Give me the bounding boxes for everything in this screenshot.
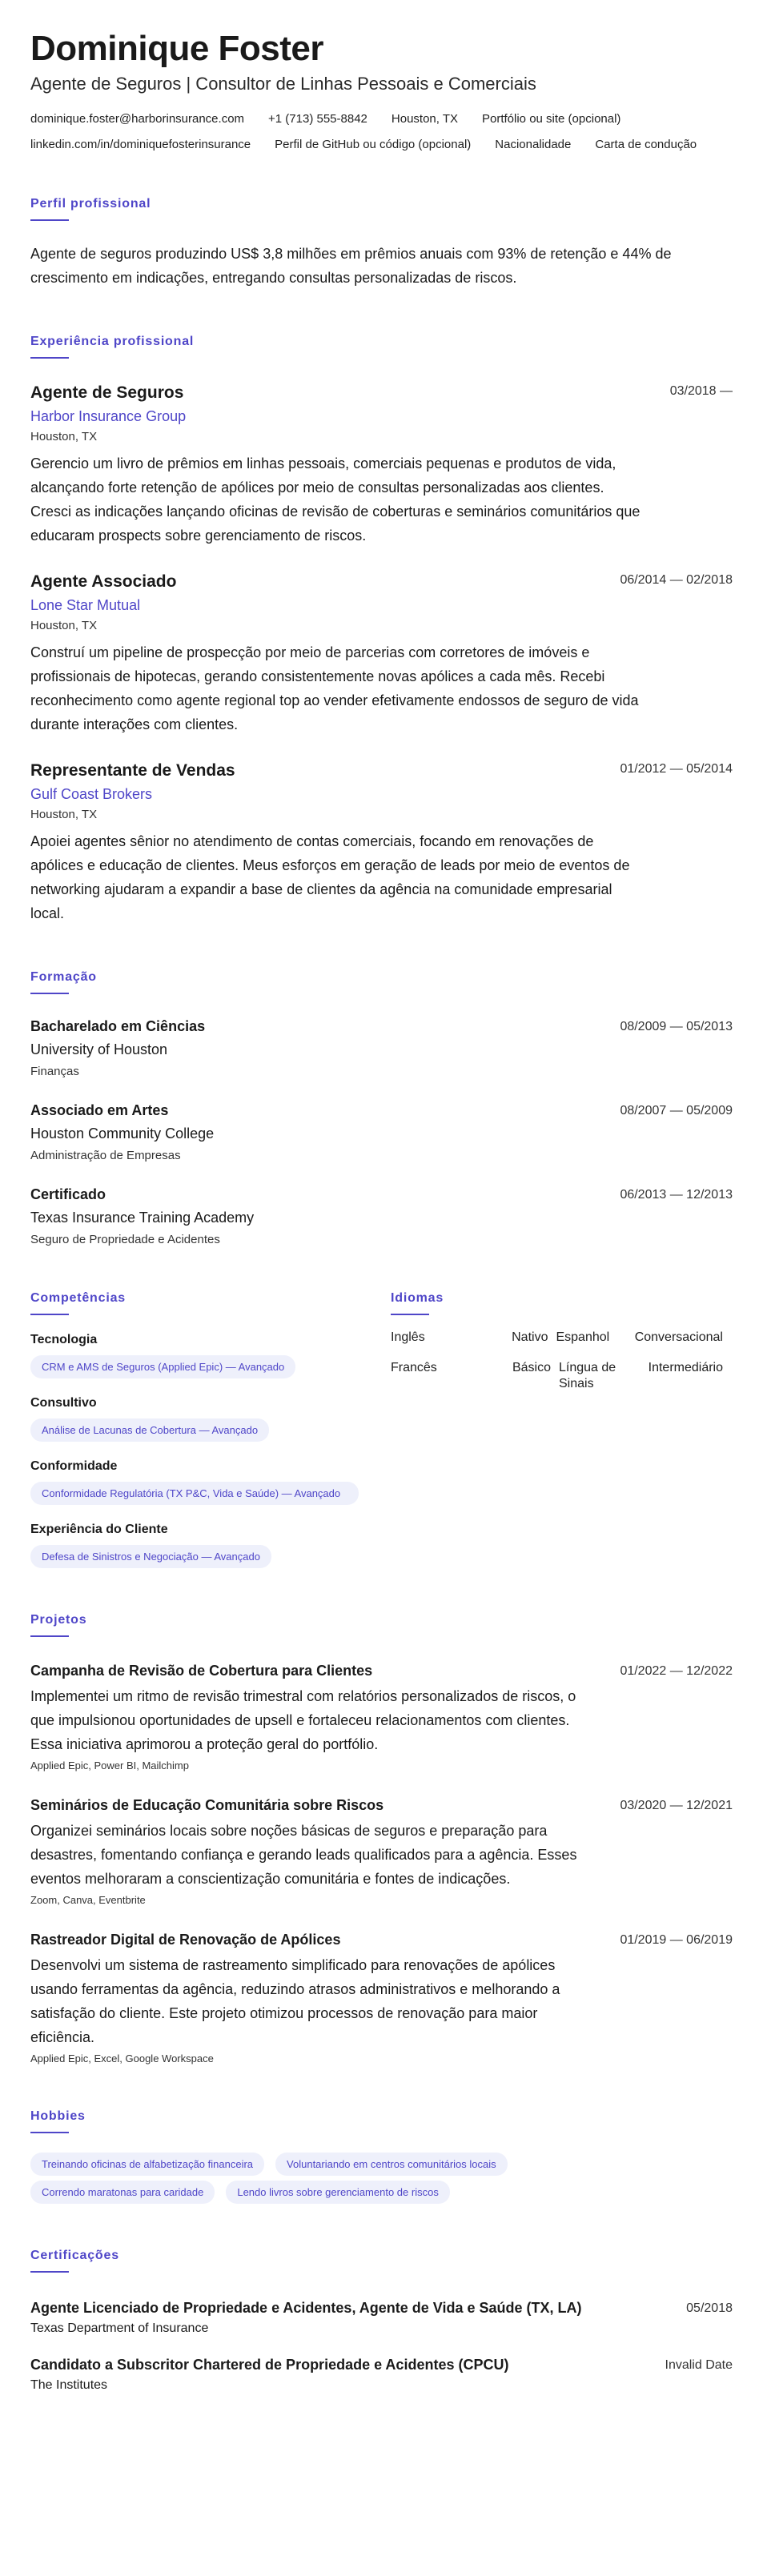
education-institution: University of Houston <box>30 1041 168 1057</box>
certification-name: Candidato a Subscritor Chartered de Propriedade e Acidentes (CPCU) <box>30 2357 509 2373</box>
section-divider <box>30 1314 69 1315</box>
job-entry <box>30 760 733 925</box>
section-title: Competências <box>30 1291 126 1305</box>
job-title: Representante de Vendas <box>30 761 235 780</box>
certification-name: Agente Licenciado de Propriedade e Acidentes, Agente de Vida e Saúde (TX, LA) <box>30 2300 582 2316</box>
job-entry <box>30 572 733 736</box>
hobby-pill: Correndo maratonas para caridade <box>30 2181 215 2204</box>
job-title: Agente Associado <box>30 572 177 591</box>
section-title: Formação <box>30 970 97 984</box>
contact-list <box>30 112 733 152</box>
job-company: Gulf Coast Brokers <box>30 786 153 802</box>
job-company: Harbor Insurance Group <box>30 408 187 424</box>
project-description: Organizei seminários locais sobre noções básicas de seguros e preparação para desastres, fomentando confiança e gerando leads qualificados para a agência. Esses eventos melhoraram a conscientização comunitária e fontes de indicações. <box>30 1823 577 1887</box>
job-entry <box>30 383 733 548</box>
language-name: Francês <box>391 1361 437 1374</box>
language-name: Língua de Sinais <box>559 1361 616 1390</box>
skill-category: Consultivo <box>30 1396 97 1410</box>
project-tools: Zoom, Canva, Eventbrite <box>30 1894 146 1906</box>
job-description: Gerencio um livro de prêmios em linhas pessoais, comerciais pequenas e produtos de vida, alcançando forte retenção de apólices por meio de consultas personalizadas aos clientes. Cresci as indicações lançando oficinas de revisão de coberturas e seminários comunitários que educaram prospects sobre gerenciamento de riscos. <box>30 455 641 544</box>
job-description: Construí um pipeline de prospecção por meio de parcerias com corretores de imóveis e profissionais de hipotecas, gerando consistentemente novas apólices a cada mês. Recebi reconhecimento como agente regional top ao vender efetivamente endossos de seguro de vida durante interações com clientes. <box>30 644 639 732</box>
certifications-section <box>30 2249 733 2393</box>
language-name: Inglês <box>391 1330 425 1344</box>
language-level: Básico <box>512 1361 551 1374</box>
job-location: Houston, TX <box>30 619 98 632</box>
section-divider <box>30 2132 69 2133</box>
education-field: Seguro de Propriedade e Acidentes <box>30 1233 220 1246</box>
language-row <box>391 1360 723 1392</box>
job-dates: 03/2018 — <box>669 384 733 398</box>
job-company: Lone Star Mutual <box>30 597 141 613</box>
skills-languages-row <box>30 1291 733 1568</box>
project-dates: 01/2022 — 12/2022 <box>620 1664 733 1678</box>
section-title: Experiência profissional <box>30 335 195 348</box>
job-dates: 06/2014 — 02/2018 <box>620 573 733 587</box>
certification-issuer: Texas Department of Insurance <box>30 2321 209 2335</box>
education-degree: Bacharelado em Ciências <box>30 1018 206 1034</box>
contact-linkedin[interactable]: linkedin.com/in/dominiquefosterinsurance <box>30 138 251 151</box>
section-divider <box>30 993 69 994</box>
certification-entry <box>30 2300 733 2336</box>
education-institution: Houston Community College <box>30 1125 215 1142</box>
candidate-name: Dominique Foster <box>30 29 324 68</box>
certification-issuer: The Institutes <box>30 2378 108 2392</box>
section-divider <box>391 1314 429 1315</box>
education-dates: 08/2007 — 05/2009 <box>620 1104 733 1117</box>
project-tools: Applied Epic, Excel, Google Workspace <box>30 2052 214 2064</box>
education-degree: Certificado <box>30 1186 106 1202</box>
contact-github[interactable]: Perfil de GitHub ou código (opcional) <box>275 138 472 151</box>
hobbies-section <box>30 2109 733 2204</box>
skills-section <box>30 1291 391 1568</box>
education-institution: Texas Insurance Training Academy <box>30 1210 255 1226</box>
language-level: Nativo <box>512 1330 548 1344</box>
education-section <box>30 970 733 1246</box>
section-title: Hobbies <box>30 2109 86 2123</box>
hobby-pill: Voluntariando em centros comunitários locais <box>275 2153 508 2176</box>
project-title: Rastreador Digital de Renovação de Apólices <box>30 1932 341 1948</box>
skill-pill: CRM e AMS de Seguros (Applied Epic) — Avançado <box>30 1355 295 1378</box>
hobby-list <box>30 2153 607 2204</box>
education-entry <box>30 1102 733 1162</box>
job-description: Apoiei agentes sênior no atendimento de contas comerciais, focando em renovações de apólices e educação de clientes. Meus esforços em geração de leads por meio de eventos de networking ajudaram a expandir a base de clientes da agência na comunidade empresarial local. <box>30 833 630 921</box>
skill-group <box>30 1523 391 1568</box>
project-description: Implementei um ritmo de revisão trimestral com relatórios personalizados de riscos, o que impulsionou oportunidades de upsell e fortaleceu relacionamentos com clientes. Essa iniciativa aprimorou a proteção geral do portfólio. <box>30 1688 576 1752</box>
skill-category: Experiência do Cliente <box>30 1523 168 1536</box>
contact-phone[interactable]: +1 (713) 555-8842 <box>268 112 367 126</box>
language-level: Conversacional <box>634 1330 723 1344</box>
job-location: Houston, TX <box>30 430 98 443</box>
candidate-headline: Agente de Seguros | Consultor de Linhas Pessoais e Comerciais <box>30 74 536 94</box>
hobby-pill: Lendo livros sobre gerenciamento de riscos <box>226 2181 449 2204</box>
certification-entry <box>30 2357 733 2393</box>
skill-group <box>30 1396 391 1442</box>
section-title: Perfil profissional <box>30 197 151 211</box>
skill-pill: Análise de Lacunas de Cobertura — Avançado <box>30 1418 269 1442</box>
section-divider <box>30 1635 69 1637</box>
section-divider <box>30 219 69 221</box>
education-dates: 08/2009 — 05/2013 <box>620 1020 733 1033</box>
skill-pill: Conformidade Regulatória (TX P&C, Vida e Saúde) — Avançado <box>30 1482 359 1505</box>
project-description: Desenvolvi um sistema de rastreamento simplificado para renovações de apólices usando ferramentas da agência, reduzindo atrasos administrativos e melhorando a satisfação do cliente. Este projeto otimizou processos de renovação para maior eficiência. <box>30 1957 560 2045</box>
skill-group <box>30 1333 391 1378</box>
project-tools: Applied Epic, Power BI, Mailchimp <box>30 1759 189 1772</box>
section-title: Idiomas <box>391 1291 444 1305</box>
education-entry <box>30 1186 733 1246</box>
experience-section <box>30 335 733 925</box>
project-entry <box>30 1932 733 2064</box>
summary-text: Agente de seguros produzindo US$ 3,8 milhões em prêmios anuais com 93% de retenção e 44% de crescimento em indicações, entregando consultas personalizadas de riscos. <box>30 246 672 286</box>
education-dates: 06/2013 — 12/2013 <box>620 1188 733 1202</box>
summary-section <box>30 197 733 290</box>
education-degree: Associado em Artes <box>30 1102 169 1118</box>
project-dates: 03/2020 — 12/2021 <box>620 1799 733 1812</box>
section-divider <box>30 2271 69 2273</box>
contact-portfolio[interactable]: Portfólio ou site (opcional) <box>482 112 621 126</box>
project-entry <box>30 1663 733 1772</box>
contact-driving-license: Carta de condução <box>595 138 697 151</box>
skill-category: Conformidade <box>30 1459 118 1473</box>
certification-date: 05/2018 <box>686 2301 733 2315</box>
contact-location: Houston, TX <box>391 112 458 126</box>
job-dates: 01/2012 — 05/2014 <box>620 762 733 776</box>
project-entry <box>30 1797 733 1906</box>
contact-nationality: Nacionalidade <box>495 138 572 151</box>
certification-date: Invalid Date <box>665 2358 733 2372</box>
hobby-pill: Treinando oficinas de alfabetização financeira <box>30 2153 264 2176</box>
job-location: Houston, TX <box>30 808 98 821</box>
project-title: Seminários de Educação Comunitária sobre Riscos <box>30 1797 384 1813</box>
education-field: Finanças <box>30 1065 79 1078</box>
projects-section <box>30 1613 733 2064</box>
education-entry <box>30 1018 733 1078</box>
education-field: Administração de Empresas <box>30 1149 181 1162</box>
section-title: Certificações <box>30 2249 119 2262</box>
section-divider <box>30 357 69 359</box>
language-name: Espanhol <box>556 1330 610 1344</box>
section-title: Projetos <box>30 1613 87 1627</box>
job-title: Agente de Seguros <box>30 383 184 402</box>
language-level: Intermediário <box>648 1361 723 1374</box>
skill-pill: Defesa de Sinistros e Negociação — Avançado <box>30 1545 271 1568</box>
skill-group <box>30 1459 391 1505</box>
resume-header <box>30 29 733 152</box>
languages-section <box>391 1291 723 1568</box>
skill-category: Tecnologia <box>30 1333 98 1346</box>
contact-email[interactable]: dominique.foster@harborinsurance.com <box>30 112 245 126</box>
language-row <box>391 1330 723 1346</box>
project-dates: 01/2019 — 06/2019 <box>620 1933 733 1947</box>
project-title: Campanha de Revisão de Cobertura para Clientes <box>30 1663 373 1679</box>
